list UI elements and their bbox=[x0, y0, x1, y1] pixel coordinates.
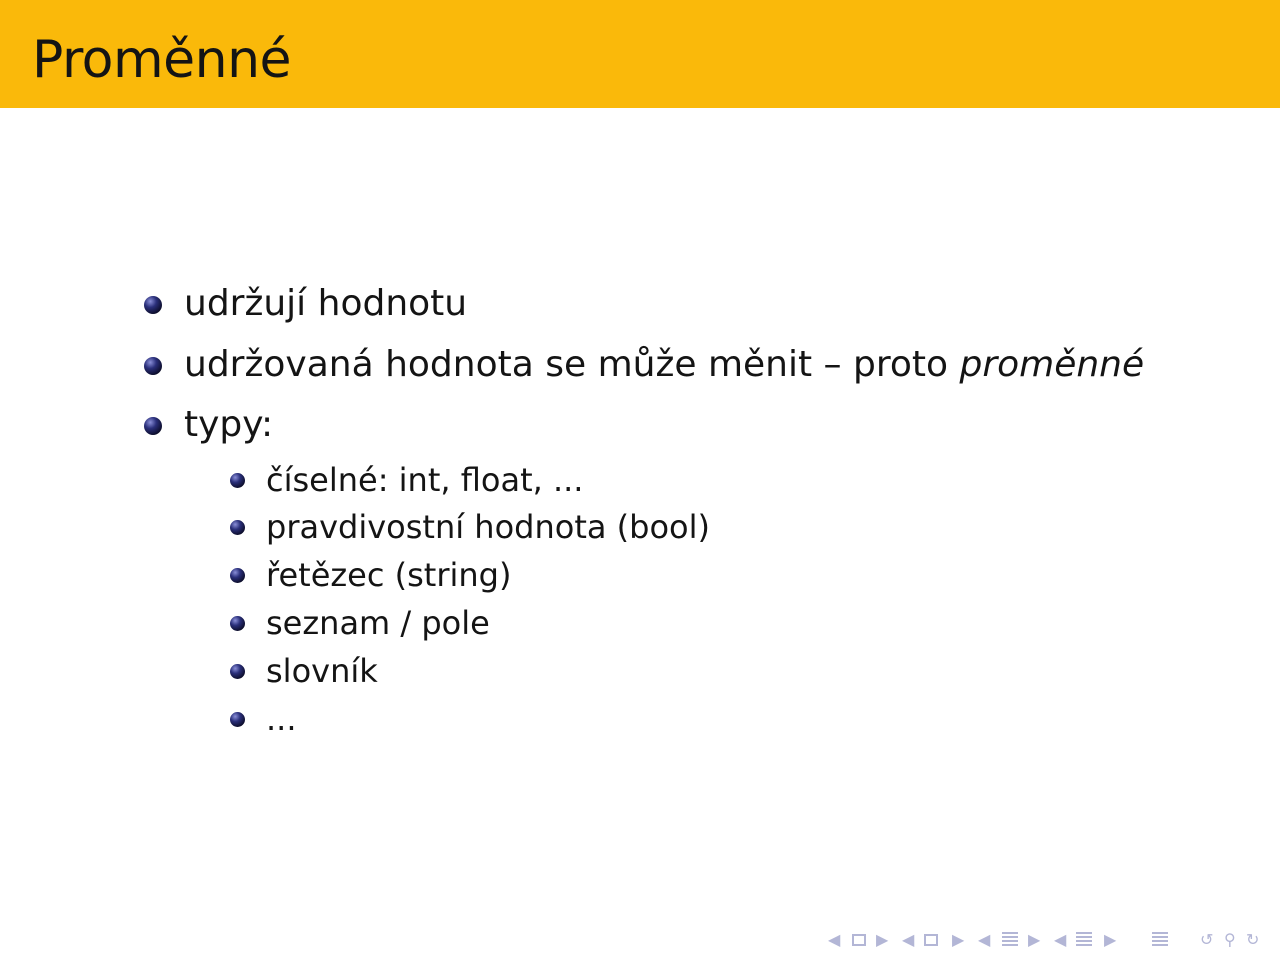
sub-list-item bbox=[266, 460, 583, 500]
sub-list-item bbox=[266, 699, 297, 739]
arrow-left-icon[interactable]: ◀ bbox=[978, 930, 991, 949]
arrow-left-icon[interactable]: ◀ bbox=[1054, 930, 1067, 949]
bullet-icon bbox=[230, 473, 245, 488]
bullet-icon bbox=[230, 568, 245, 583]
bullet-icon bbox=[144, 357, 162, 375]
navigation-bar bbox=[826, 926, 1276, 954]
section-icon[interactable] bbox=[1002, 932, 1018, 946]
list-item-text: udržovaná hodnota se může měnit – proto bbox=[184, 344, 960, 385]
arrow-left-icon[interactable]: ◀ bbox=[828, 930, 841, 949]
sub-list-item-text: číselné: int, float, ... bbox=[266, 461, 584, 499]
emphasized-text: proměnné bbox=[959, 344, 1145, 385]
toc-icon[interactable] bbox=[1152, 932, 1168, 946]
slide-title: Proměnné bbox=[32, 30, 292, 90]
sub-list-item bbox=[266, 555, 511, 595]
subsection-icon[interactable] bbox=[924, 934, 938, 946]
section-icon[interactable] bbox=[1076, 932, 1092, 946]
bullet-icon bbox=[230, 712, 245, 727]
list-item-text: udržují hodnotu bbox=[184, 283, 468, 324]
search-icon[interactable]: ⚲ bbox=[1224, 930, 1236, 949]
bullet-icon bbox=[230, 664, 245, 679]
sub-list-item bbox=[266, 507, 710, 547]
arrow-right-icon[interactable]: ▶ bbox=[1104, 930, 1117, 949]
undo-icon[interactable]: ↺ bbox=[1200, 930, 1214, 949]
bullet-icon bbox=[230, 520, 245, 535]
bullet-icon bbox=[230, 616, 245, 631]
redo-icon[interactable]: ↻ bbox=[1246, 930, 1260, 949]
list-item bbox=[184, 343, 1144, 387]
list-item bbox=[184, 282, 467, 326]
sub-list-item-text: seznam / pole bbox=[266, 604, 490, 642]
bullet-icon bbox=[144, 296, 162, 314]
list-item bbox=[184, 403, 273, 447]
sub-list-item bbox=[266, 603, 490, 643]
frame-icon[interactable] bbox=[852, 934, 866, 946]
list-item-text: typy: bbox=[184, 404, 274, 445]
sub-list-item-text: ... bbox=[266, 700, 297, 738]
sub-list-item bbox=[266, 651, 378, 691]
bullet-icon bbox=[144, 417, 162, 435]
sub-list-item-text: slovník bbox=[266, 652, 378, 690]
sub-list-item-text: pravdivostní hodnota (bool) bbox=[266, 508, 710, 546]
arrow-right-icon[interactable]: ▶ bbox=[952, 930, 965, 949]
sub-list-item-text: řetězec (string) bbox=[266, 556, 512, 594]
arrow-left-icon[interactable]: ◀ bbox=[902, 930, 915, 949]
arrow-right-icon[interactable]: ▶ bbox=[876, 930, 889, 949]
arrow-right-icon[interactable]: ▶ bbox=[1028, 930, 1041, 949]
